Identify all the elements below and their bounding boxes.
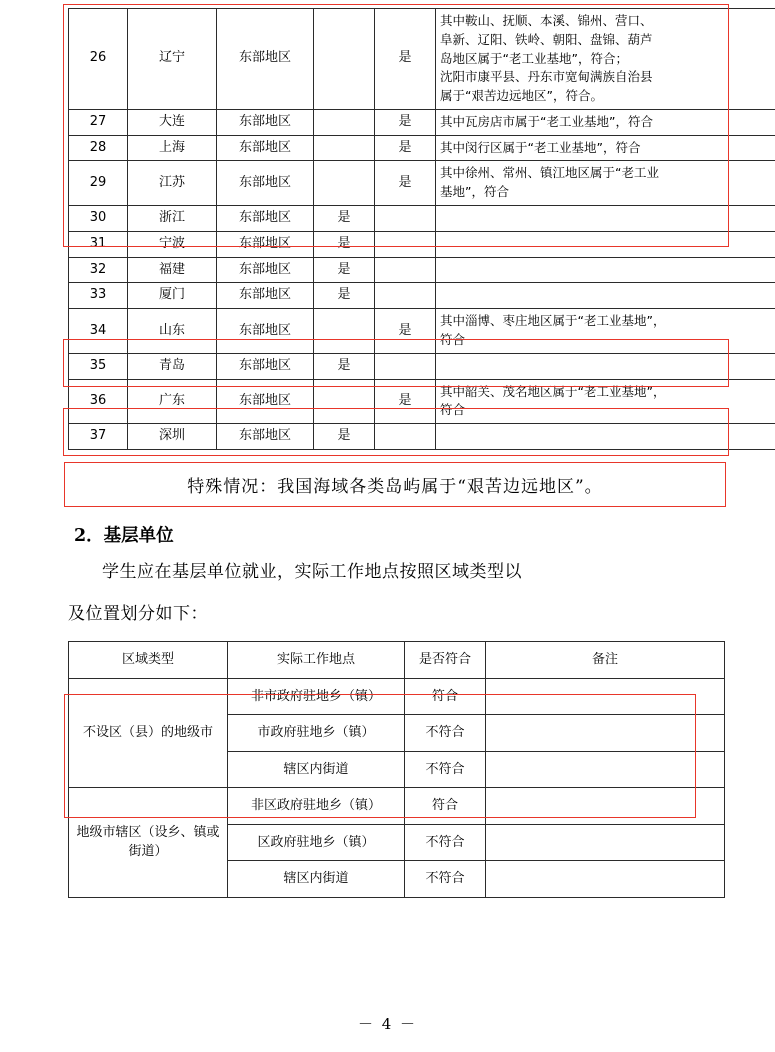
row-note <box>436 353 775 379</box>
row-index: 30 <box>69 205 128 231</box>
row-area-type: 东部地区 <box>217 283 314 309</box>
remark-cell <box>486 824 725 861</box>
row-note <box>436 135 775 161</box>
note-line: 其中徐州、常州、镇江地区属于“老工业 <box>440 165 659 181</box>
row-index: 26 <box>69 9 128 110</box>
row-mark-col2: 是 <box>375 109 436 135</box>
row-mark-col1 <box>314 9 375 110</box>
row-area-type: 东部地区 <box>217 231 314 257</box>
remark-cell <box>486 715 725 752</box>
note-line: 沈阳市康平县、丹东市宽甸满族自治县 <box>440 69 653 85</box>
row-index: 29 <box>69 161 128 206</box>
work-location: 市政府驻地乡（镇） <box>228 715 405 752</box>
row-note <box>436 309 775 354</box>
row-mark-col2 <box>375 231 436 257</box>
table-row <box>69 678 725 715</box>
note-line: 其中鞍山、抚顺、本溪、锦州、营口、 <box>440 13 653 28</box>
row-mark-col2: 是 <box>375 135 436 161</box>
conform-value: 不符合 <box>405 715 486 752</box>
row-note <box>436 161 775 206</box>
region-table-wrapper <box>68 8 731 450</box>
row-region-name: 上海 <box>128 135 217 161</box>
row-note <box>436 424 775 450</box>
conform-value: 符合 <box>405 678 486 715</box>
table-row <box>69 257 775 283</box>
table-row <box>69 135 775 161</box>
row-note <box>436 283 775 309</box>
conform-value: 不符合 <box>405 751 486 788</box>
remark-cell <box>486 788 725 825</box>
row-note <box>436 257 775 283</box>
row-region-name: 大连 <box>128 109 217 135</box>
work-location: 辖区内街道 <box>228 861 405 898</box>
row-area-type: 东部地区 <box>217 257 314 283</box>
row-region-name: 山东 <box>128 309 217 354</box>
column-header-conform: 是否符合 <box>405 642 486 679</box>
note-line: 其中淄博、枣庄地区属于“老工业基地”， <box>440 313 666 329</box>
note-line: 属于“艰苦边远地区”，符合。 <box>440 88 603 103</box>
row-mark-col2 <box>375 424 436 450</box>
row-region-name: 宁波 <box>128 231 217 257</box>
row-region-name: 江苏 <box>128 161 217 206</box>
remark-cell <box>486 678 725 715</box>
note-line: 阜新、辽阳、铁岭、朝阳、盘锦、葫芦 <box>440 31 653 47</box>
conform-value: 符合 <box>405 788 486 825</box>
row-mark-col2: 是 <box>375 161 436 206</box>
row-mark-col1: 是 <box>314 231 375 257</box>
special-note-box <box>64 462 726 507</box>
row-region-name: 厦门 <box>128 283 217 309</box>
table-row <box>69 9 775 110</box>
row-region-name: 青岛 <box>128 353 217 379</box>
row-area-type: 东部地区 <box>217 109 314 135</box>
table-row <box>69 309 775 354</box>
table-row <box>69 788 725 825</box>
row-mark-col2 <box>375 353 436 379</box>
table-row <box>69 283 775 309</box>
row-region-name: 福建 <box>128 257 217 283</box>
row-region-name: 广东 <box>128 379 217 424</box>
row-mark-col1: 是 <box>314 283 375 309</box>
row-index: 27 <box>69 109 128 135</box>
group-type-label: 不设区（县）的地级市 <box>69 678 228 788</box>
section-heading: 2．基层单位 <box>74 526 174 546</box>
row-area-type: 东部地区 <box>217 135 314 161</box>
row-note <box>436 379 775 424</box>
row-index: 34 <box>69 309 128 354</box>
row-mark-col1 <box>314 161 375 206</box>
note-line: 岛地区属于“老工业基地”，符合； <box>440 50 628 66</box>
note-line: 其中瓦房店市属于“老工业基地”，符合 <box>440 113 653 129</box>
row-index: 37 <box>69 424 128 450</box>
special-note-text: 特殊情况：我国海域各类岛屿属于“艰苦边远地区”。 <box>187 477 603 497</box>
row-index: 32 <box>69 257 128 283</box>
unit-table <box>68 641 725 898</box>
table-row <box>69 379 775 424</box>
row-area-type: 东部地区 <box>217 379 314 424</box>
row-mark-col1 <box>314 109 375 135</box>
row-note <box>436 231 775 257</box>
row-region-name: 辽宁 <box>128 9 217 110</box>
column-header-area-type: 区域类型 <box>69 642 228 679</box>
row-region-name: 深圳 <box>128 424 217 450</box>
row-index: 28 <box>69 135 128 161</box>
work-location: 非市政府驻地乡（镇） <box>228 678 405 715</box>
row-area-type: 东部地区 <box>217 161 314 206</box>
note-line: 符合 <box>440 332 466 348</box>
table-row <box>69 109 775 135</box>
row-mark-col1 <box>314 379 375 424</box>
table-row <box>69 161 775 206</box>
work-location: 辖区内街道 <box>228 751 405 788</box>
table-row <box>69 205 775 231</box>
row-mark-col1 <box>314 135 375 161</box>
table-row <box>69 231 775 257</box>
row-note <box>436 109 775 135</box>
note-line: 其中韶关、茂名地区属于“老工业基地”， <box>440 383 666 399</box>
row-area-type: 东部地区 <box>217 424 314 450</box>
row-mark-col2: 是 <box>375 9 436 110</box>
row-index: 33 <box>69 283 128 309</box>
column-header-remark: 备注 <box>486 642 725 679</box>
row-index: 31 <box>69 231 128 257</box>
table-row <box>69 353 775 379</box>
row-mark-col1: 是 <box>314 424 375 450</box>
page-number: － 4 － <box>357 1015 418 1033</box>
row-mark-col2 <box>375 283 436 309</box>
note-line: 其中闵行区属于“老工业基地”，符合 <box>440 139 641 155</box>
row-area-type: 东部地区 <box>217 205 314 231</box>
note-line: 基地”，符合 <box>440 184 509 200</box>
row-mark-col1: 是 <box>314 353 375 379</box>
section-paragraph-line2: 及位置划分如下： <box>68 604 208 624</box>
row-mark-col1: 是 <box>314 205 375 231</box>
conform-value: 不符合 <box>405 861 486 898</box>
region-table <box>68 8 775 450</box>
row-mark-col2 <box>375 257 436 283</box>
work-location: 区政府驻地乡（镇） <box>228 824 405 861</box>
row-mark-col2: 是 <box>375 309 436 354</box>
row-mark-col1: 是 <box>314 257 375 283</box>
remark-cell <box>486 861 725 898</box>
row-area-type: 东部地区 <box>217 9 314 110</box>
row-mark-col2 <box>375 205 436 231</box>
conform-value: 不符合 <box>405 824 486 861</box>
row-index: 35 <box>69 353 128 379</box>
column-header-work-location: 实际工作地点 <box>228 642 405 679</box>
row-note <box>436 9 775 110</box>
group-type-label: 地级市辖区（设乡、镇或街道） <box>69 788 228 898</box>
row-region-name: 浙江 <box>128 205 217 231</box>
unit-table-wrapper <box>68 641 731 898</box>
row-mark-col2: 是 <box>375 379 436 424</box>
row-mark-col1 <box>314 309 375 354</box>
section-paragraph-line1: 学生应在基层单位就业，实际工作地点按照区域类型以 <box>102 562 522 582</box>
row-area-type: 东部地区 <box>217 309 314 354</box>
work-location: 非区政府驻地乡（镇） <box>228 788 405 825</box>
table-header-row <box>69 642 725 679</box>
row-area-type: 东部地区 <box>217 353 314 379</box>
note-line: 符合 <box>440 402 466 418</box>
row-index: 36 <box>69 379 128 424</box>
remark-cell <box>486 751 725 788</box>
table-row <box>69 424 775 450</box>
row-note <box>436 205 775 231</box>
